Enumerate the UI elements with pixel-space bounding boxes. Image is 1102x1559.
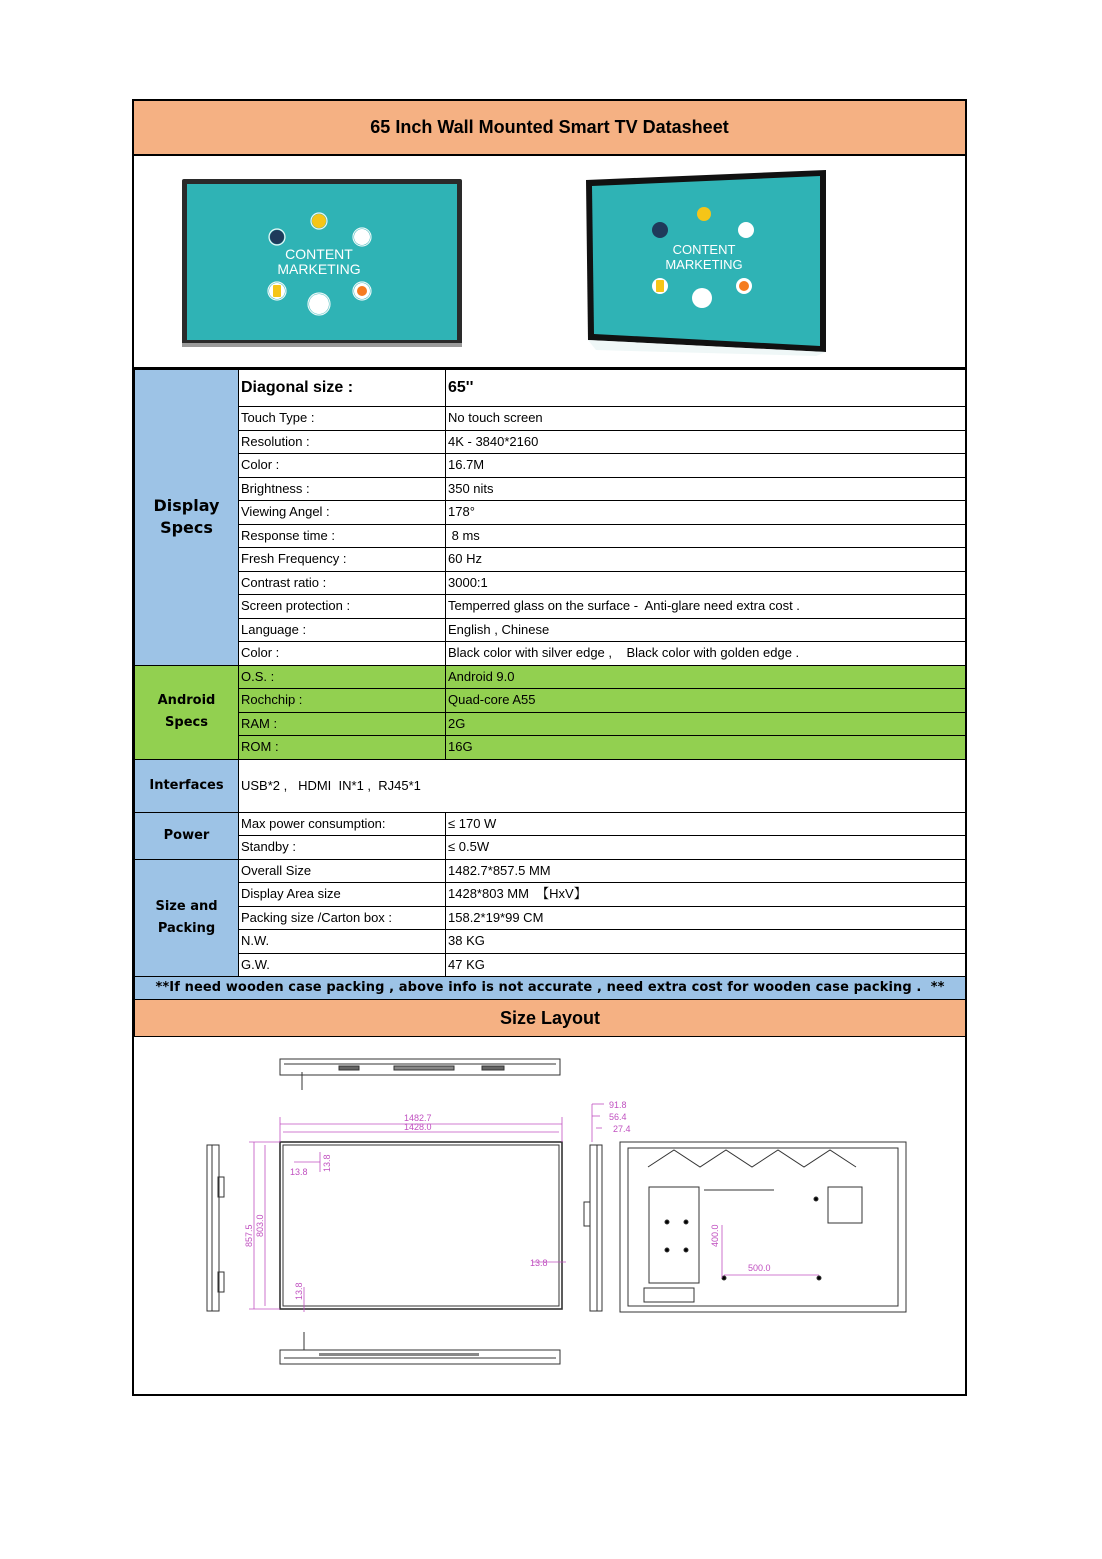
spec-table <box>134 369 966 1037</box>
dim-display-height: 803.0 <box>255 1214 265 1237</box>
spec-label: Screen protection : <box>239 595 446 619</box>
product-images <box>134 156 965 369</box>
spec-value: Black color with silver edge , Black color with golden edge . <box>446 642 966 666</box>
dim-depth-min: 27.4 <box>613 1124 631 1134</box>
dim-bezel-bottom: 13.8 <box>294 1282 304 1300</box>
spec-value: 65'' <box>446 370 966 407</box>
dim-bezel-right: 13.8 <box>530 1258 548 1268</box>
section-display-specs: Display Specs <box>135 370 239 666</box>
spec-label: Touch Type : <box>239 407 446 431</box>
dim-vesa-h: 500.0 <box>748 1263 771 1273</box>
spec-row <box>135 524 966 548</box>
spec-row <box>135 642 966 666</box>
screen-art-line2: MARKETING <box>277 261 361 277</box>
spec-value: English , Chinese <box>446 618 966 642</box>
spec-label: RAM : <box>239 712 446 736</box>
spec-value: 38 KG <box>446 930 966 954</box>
datasheet <box>132 99 967 1396</box>
spec-row <box>135 571 966 595</box>
spec-value: Android 9.0 <box>446 665 966 689</box>
screen-art-line1-angled: CONTENT <box>672 242 736 257</box>
tv-angled-image <box>586 170 830 360</box>
spec-label: Fresh Frequency : <box>239 548 446 572</box>
spec-value: 3000:1 <box>446 571 966 595</box>
spec-value: 158.2*19*99 CM <box>446 906 966 930</box>
dim-bezel-side: 13.8 <box>322 1154 332 1172</box>
spec-label: G.W. <box>239 953 446 977</box>
spec-row <box>135 689 966 713</box>
section-android-specs: Android Specs <box>135 665 239 759</box>
screen-art-line1: CONTENT <box>285 246 353 262</box>
spec-label: Display Area size <box>239 883 446 907</box>
spec-row <box>135 548 966 572</box>
dim-overall-width: 1482.7 <box>404 1113 432 1123</box>
spec-value: 2G <box>446 712 966 736</box>
spec-value: 178° <box>446 501 966 525</box>
spec-row <box>135 953 966 977</box>
spec-value: 4K - 3840*2160 <box>446 430 966 454</box>
spec-value: 16G <box>446 736 966 760</box>
section-size-packing: Size and Packing <box>135 859 239 977</box>
spec-label: Color : <box>239 642 446 666</box>
spec-label: Rochchip : <box>239 689 446 713</box>
size-layout-title-row <box>135 1000 966 1037</box>
spec-label: O.S. : <box>239 665 446 689</box>
spec-value: 16.7M <box>446 454 966 478</box>
spec-label: N.W. <box>239 930 446 954</box>
spec-row-diagonal <box>135 370 966 407</box>
screen-art-line2-angled: MARKETING <box>665 257 743 272</box>
spec-label: Contrast ratio : <box>239 571 446 595</box>
spec-label: Language : <box>239 618 446 642</box>
spec-row <box>135 883 966 907</box>
spec-row <box>135 665 966 689</box>
section-interfaces: Interfaces <box>135 759 239 812</box>
spec-row <box>135 501 966 525</box>
spec-row <box>135 906 966 930</box>
spec-value: 8 ms <box>446 524 966 548</box>
dim-display-width: 1428.0 <box>404 1122 432 1132</box>
size-layout-title: Size Layout <box>135 1000 966 1037</box>
spec-row <box>135 836 966 860</box>
dim-overall-height: 857.5 <box>244 1224 254 1247</box>
spec-value: 1428*803 MM 【HxV】 <box>446 883 966 907</box>
spec-row <box>135 454 966 478</box>
spec-label: ROM : <box>239 736 446 760</box>
page-title: 65 Inch Wall Mounted Smart TV Datasheet <box>134 101 965 156</box>
spec-value: 350 nits <box>446 477 966 501</box>
tv-front-image <box>182 179 464 349</box>
dim-bezel-top: 13.8 <box>290 1167 308 1177</box>
spec-label: Response time : <box>239 524 446 548</box>
spec-label: Color : <box>239 454 446 478</box>
spec-row <box>135 736 966 760</box>
spec-row <box>135 859 966 883</box>
spec-row <box>135 595 966 619</box>
spec-label: Packing size /Carton box : <box>239 906 446 930</box>
dim-vesa-v: 400.0 <box>710 1224 720 1247</box>
spec-row-interfaces <box>135 759 966 812</box>
spec-value: Quad-core A55 <box>446 689 966 713</box>
spec-label: Max power consumption: <box>239 812 446 836</box>
dim-depth-total: 91.8 <box>609 1100 627 1110</box>
spec-label: Brightness : <box>239 477 446 501</box>
spec-label: Overall Size <box>239 859 446 883</box>
spec-value: 47 KG <box>446 953 966 977</box>
section-power: Power <box>135 812 239 859</box>
spec-label: Viewing Angel : <box>239 501 446 525</box>
spec-label: Diagonal size : <box>239 370 446 407</box>
spec-label: Standby : <box>239 836 446 860</box>
packing-note: **If need wooden case packing , above info is not accurate , need extra cost for wooden case packing . ** <box>135 977 966 1000</box>
spec-label: Resolution : <box>239 430 446 454</box>
spec-row <box>135 618 966 642</box>
spec-row <box>135 477 966 501</box>
spec-row <box>135 430 966 454</box>
spec-row <box>135 407 966 431</box>
dim-depth-mid: 56.4 <box>609 1112 627 1122</box>
spec-value: USB*2 , HDMI IN*1 , RJ45*1 <box>239 759 966 812</box>
spec-value: No touch screen <box>446 407 966 431</box>
spec-value: ≤ 0.5W <box>446 836 966 860</box>
packing-note-row <box>135 977 966 1000</box>
spec-value: Temperred glass on the surface - Anti-glare need extra cost . <box>446 595 966 619</box>
spec-value: ≤ 170 W <box>446 812 966 836</box>
spec-row <box>135 812 966 836</box>
spec-value: 1482.7*857.5 MM <box>446 859 966 883</box>
size-layout-drawing <box>134 1042 965 1394</box>
spec-value: 60 Hz <box>446 548 966 572</box>
spec-row <box>135 930 966 954</box>
spec-row <box>135 712 966 736</box>
